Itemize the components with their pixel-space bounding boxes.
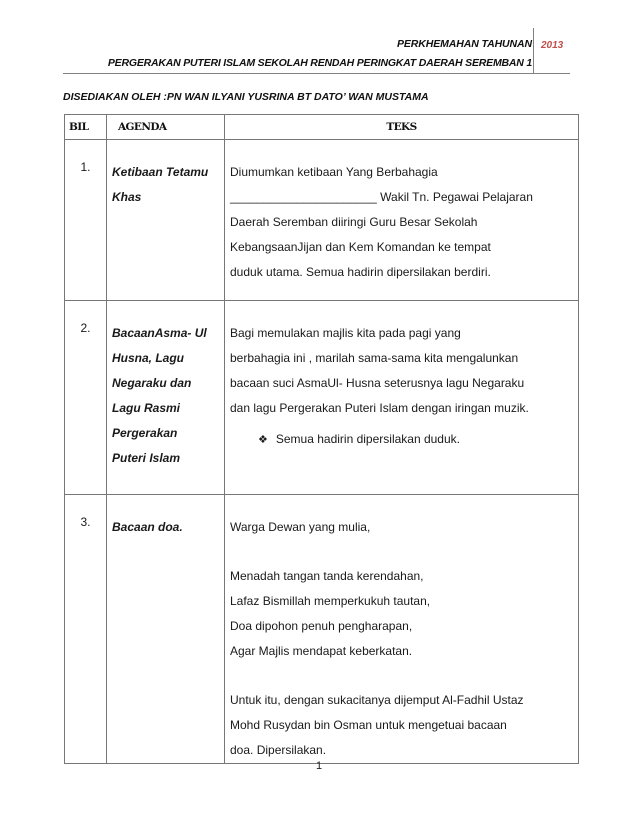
header-title: PERKHEMAHAN TAHUNAN [397,38,532,50]
agenda-line: Pergerakan [112,426,178,440]
agenda-line: Lagu Rasmi [112,401,181,415]
text-line: Daerah Seremban diiringi Guru Besar Sekolah [230,215,478,229]
header-divider-vertical [533,28,534,74]
text-line: doa. Dipersilakan. [230,743,327,757]
row-agenda [107,301,225,495]
bullet-item [230,421,574,453]
row-number: 3. [65,495,107,764]
agenda-line: Negaraku dan [112,376,192,390]
header-subtitle: PERGERAKAN PUTERI ISLAM SEKOLAH RENDAH PERINGKAT DAERAH SEREMBAN 1 [107,57,532,69]
row-agenda [107,140,225,301]
agenda-line: Khas [112,190,142,204]
row-number: 2. [65,301,107,495]
header-divider-horizontal [63,73,570,74]
page-header [0,0,638,76]
text-line: Warga Dewan yang mulia, [230,520,371,534]
header-agenda: AGENDA [107,115,225,140]
header-year: 2013 [541,40,564,51]
bullet-text: Semua hadirin dipersilakan duduk. [275,432,460,446]
agenda-line: BacaanAsma- Ul [112,326,207,340]
text-line: ______________________ Wakil Tn. Pegawai Pelajaran [230,190,533,204]
page-number: 1 [315,760,323,772]
text-line: bacaan suci AsmaUl- Husna seterusnya lagu Negaraku [230,376,525,390]
header-bil: BIL [65,115,107,140]
row-text [225,301,579,495]
table-header-row [65,115,579,140]
text-line: Untuk itu, dengan sukacitanya dijemput Al-Fadhil Ustaz [230,693,524,707]
header-teks: TEKS [225,115,579,140]
agenda-line: Puteri Islam [112,451,181,465]
agenda-line: Ketibaan Tetamu [112,165,209,179]
text-line: Diumumkan ketibaan Yang Berbahagia [230,165,438,179]
text-line: Doa dipohon penuh pengharapan, [230,619,413,633]
text-line: duduk utama. Semua hadirin dipersilakan berdiri. [230,265,491,279]
text-line: Mohd Rusydan bin Osman untuk mengetuai bacaan [230,718,507,732]
row-agenda [107,495,225,764]
text-line: KebangsaanJijan dan Kem Komandan ke tempat [230,240,491,254]
text-line: Agar Majlis mendapat keberkatan. [230,644,413,658]
prepared-by: DISEDIAKAN OLEH :PN WAN ILYANI YUSRINA BT DATO’ WAN MUSTAMA [63,91,429,103]
row-text [225,140,579,301]
text-line: Bagi memulakan majlis kita pada pagi yang [230,326,461,340]
agenda-line: Bacaan doa. [112,520,183,534]
row-text [225,495,579,764]
row-number: 1. [65,140,107,301]
text-line: Menadah tangan tanda kerendahan, [230,569,424,583]
text-line: berbahagia ini , marilah sama-sama kita mengalunkan [230,351,519,365]
text-line: Lafaz Bismillah memperkukuh tautan, [230,594,431,608]
text-line: dan lagu Pergerakan Puteri Islam dengan iringan muzik. [230,401,529,415]
table-row [65,301,579,495]
agenda-line: Husna, Lagu [112,351,185,365]
agenda-table [64,114,579,764]
table-row [65,140,579,301]
table-row [65,495,579,764]
diamond-bullet-icon: ❖ [258,434,268,446]
